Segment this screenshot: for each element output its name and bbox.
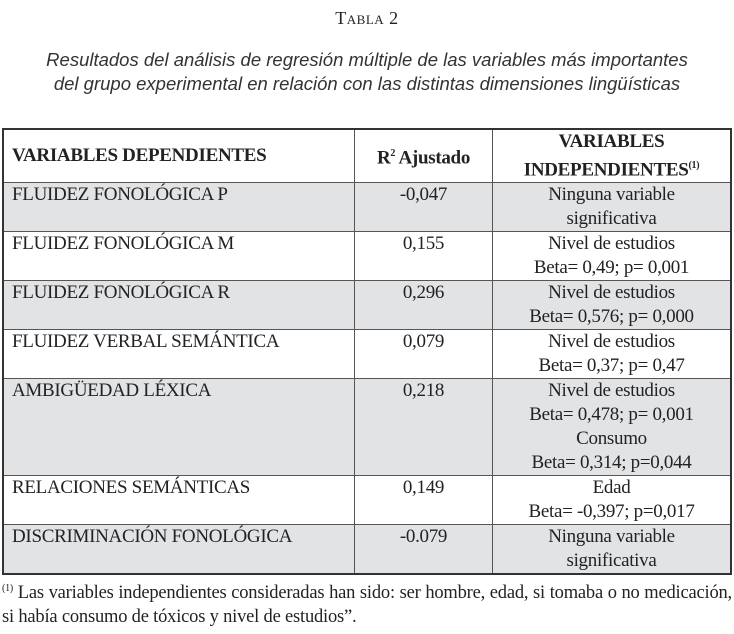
r2-superscript: 2 — [390, 148, 396, 159]
independent-line: Beta= 0,576; p= 0,000 — [529, 306, 694, 328]
r2-value: -0.079 — [355, 525, 493, 575]
footnote-ref: (1) — [688, 160, 700, 171]
header-independent-text: INDEPENDIENTES — [523, 159, 689, 181]
dependent-variable: AMBIGÜEDAD LÉXICA — [3, 379, 355, 476]
table-caption — [0, 48, 734, 96]
r2-value: 0,296 — [355, 281, 493, 330]
header-independent-line — [501, 154, 722, 182]
independent-line: Nivel de estudios — [548, 380, 675, 402]
independent-line: significativa — [566, 208, 657, 230]
header-dependent: VARIABLES DEPENDIENTES — [3, 129, 355, 183]
header-independent-line: VARIABLES — [558, 131, 665, 152]
independent-line: Nivel de estudios — [548, 233, 675, 255]
independent-variables — [493, 379, 732, 476]
independent-line: Nivel de estudios — [548, 331, 675, 353]
r2-value: 0,079 — [355, 330, 493, 379]
dependent-variable: DISCRIMINACIÓN FONOLÓGICA — [3, 525, 355, 575]
independent-variables — [493, 232, 732, 281]
independent-line: Edad — [592, 477, 631, 499]
dependent-variable: FLUIDEZ FONOLÓGICA M — [3, 232, 355, 281]
table-row — [3, 379, 731, 476]
table-title: Tabla 2 — [335, 8, 399, 28]
independent-variables — [493, 330, 732, 379]
table-row — [3, 330, 731, 379]
r2-value: 0,149 — [355, 476, 493, 525]
caption-line: Resultados del análisis de regresión múltiple de las variables más importantes — [46, 49, 688, 70]
table-row — [3, 281, 731, 330]
header-r2 — [355, 129, 493, 183]
independent-line: Ninguna variable — [548, 184, 675, 206]
r2-value: 0,218 — [355, 379, 493, 476]
independent-line: Nivel de estudios — [548, 282, 675, 304]
table-row — [3, 476, 731, 525]
independent-variables — [493, 281, 732, 330]
table-row — [3, 525, 731, 575]
header-row — [3, 129, 731, 183]
header-independent — [493, 129, 732, 183]
independent-line: Beta= 0,314; p=0,044 — [531, 452, 692, 474]
table-row — [3, 183, 731, 232]
footnote-text: Las variables independientes consideradas han sido: ser hombre, edad, si tomaba o no medicación, si había consumo de tóxicos y nivel de estudios”. — [2, 583, 732, 628]
independent-line: Beta= -0,397; p=0,017 — [528, 501, 695, 523]
footnote — [2, 577, 732, 629]
independent-line: Consumo — [576, 428, 647, 450]
caption-line: del grupo experimental en relación con las distintas dimensiones lingüísticas — [53, 73, 681, 94]
independent-variables — [493, 183, 732, 232]
independent-line: Beta= 0,478; p= 0,001 — [529, 404, 694, 426]
table-row — [3, 232, 731, 281]
independent-variables — [493, 476, 732, 525]
dependent-variable: FLUIDEZ VERBAL SEMÁNTICA — [3, 330, 355, 379]
footnote-mark: (1) — [2, 583, 14, 594]
r2-value: -0,047 — [355, 183, 493, 232]
independent-line: significativa — [566, 550, 657, 572]
independent-variables — [493, 525, 732, 575]
dependent-variable: FLUIDEZ FONOLÓGICA P — [3, 183, 355, 232]
independent-line: Beta= 0,49; p= 0,001 — [533, 257, 690, 279]
r2-label-rest: Ajustado — [395, 147, 471, 169]
dependent-variable: RELACIONES SEMÁNTICAS — [3, 476, 355, 525]
r2-label: R — [376, 147, 391, 169]
regression-table — [2, 128, 732, 575]
dependent-variable: FLUIDEZ FONOLÓGICA R — [3, 281, 355, 330]
r2-value: 0,155 — [355, 232, 493, 281]
independent-line: Beta= 0,37; p= 0,47 — [538, 355, 685, 377]
independent-line: Ninguna variable — [548, 526, 675, 548]
